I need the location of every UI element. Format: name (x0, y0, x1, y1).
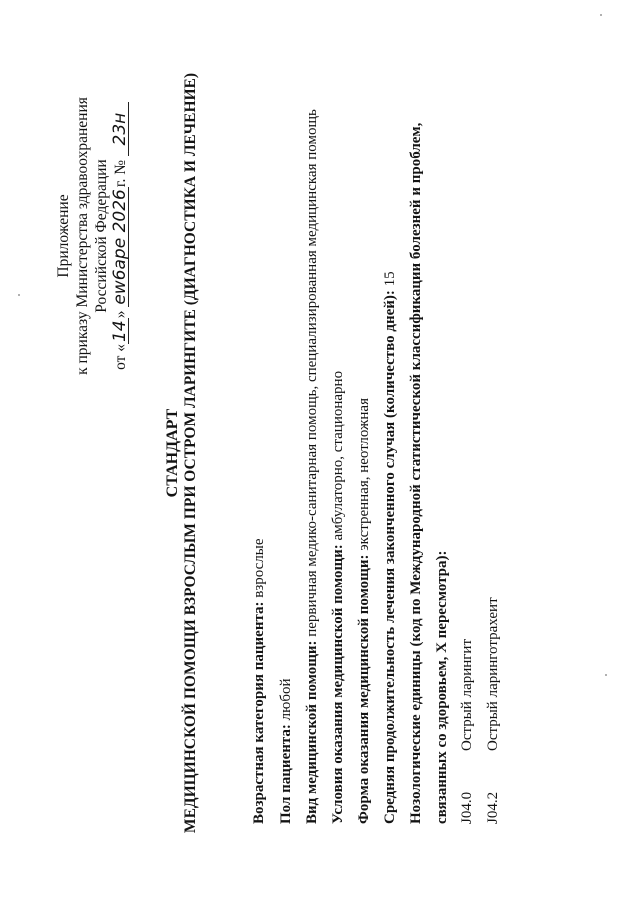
appendix-order-line: к приказу Министерства здравоохранения (74, 97, 91, 375)
handwritten-month-year: ew6ape 2026 (110, 189, 130, 305)
appendix-block (54, 86, 130, 386)
care-form-value: экстренная, неотложная (356, 398, 372, 555)
duration-row (381, 271, 399, 824)
handwritten-day: 14 (110, 320, 130, 342)
sex-label: Пол пациента: (278, 724, 294, 824)
care-type-row (303, 109, 321, 824)
scan-speck (605, 674, 607, 676)
diagnosis-name: Острый ларингит (459, 638, 475, 751)
sex-row (277, 678, 295, 824)
care-form-label: Форма оказания медицинской помощи: (356, 554, 372, 824)
diagnosis-code: J04.2 (485, 791, 501, 824)
age-category-value: взрослые (251, 538, 267, 602)
scan-speck (18, 294, 20, 296)
nosology-label-line2: связанных со здоровьем, X пересмотра): (434, 550, 450, 824)
diagnosis-name: Острый ларинготрахеит (485, 597, 501, 751)
care-type-label: Вид медицинской помощи: (304, 640, 320, 824)
appendix-date-line: от «14» ew6ape 2026г. № 23н (111, 86, 130, 386)
diagnosis-code: J04.0 (459, 791, 475, 824)
document-subtitle: МЕДИЦИНСКОЙ ПОМОЩИ ВЗРОСЛЫМ ПРИ ОСТРОМ ЛАРИНГИТЕ (ДИАГНОСТИКА И ЛЕЧЕНИЕ) (182, 72, 199, 834)
care-type-value: первичная медико-санитарная помощь, специализированная медицинская помощь (304, 109, 320, 641)
nosology-label-line1: Нозологические единицы (код по Международной статистической классификации болезней и проблем, (408, 122, 424, 824)
care-form-row (355, 398, 373, 824)
care-conditions-value: амбулаторно, стационарно (330, 370, 346, 545)
age-category-row (250, 538, 268, 824)
appendix-ministry-line: Российской Федерации (93, 159, 110, 313)
age-category-label: Возрастная категория пациента: (251, 601, 267, 824)
care-conditions-row (329, 371, 347, 824)
scan-speck (600, 14, 602, 16)
care-conditions-label: Условия оказания медицинской помощи: (330, 544, 346, 824)
duration-value: 15 (382, 271, 398, 291)
duration-label: Средняя продолжительность лечения законченного случая (количество дней): (382, 290, 398, 824)
appendix-label: Приложение (55, 194, 72, 278)
sex-value: любой (278, 678, 294, 725)
handwritten-order-number: 23н (113, 102, 129, 156)
document-title: СТАНДАРТ (164, 408, 181, 498)
